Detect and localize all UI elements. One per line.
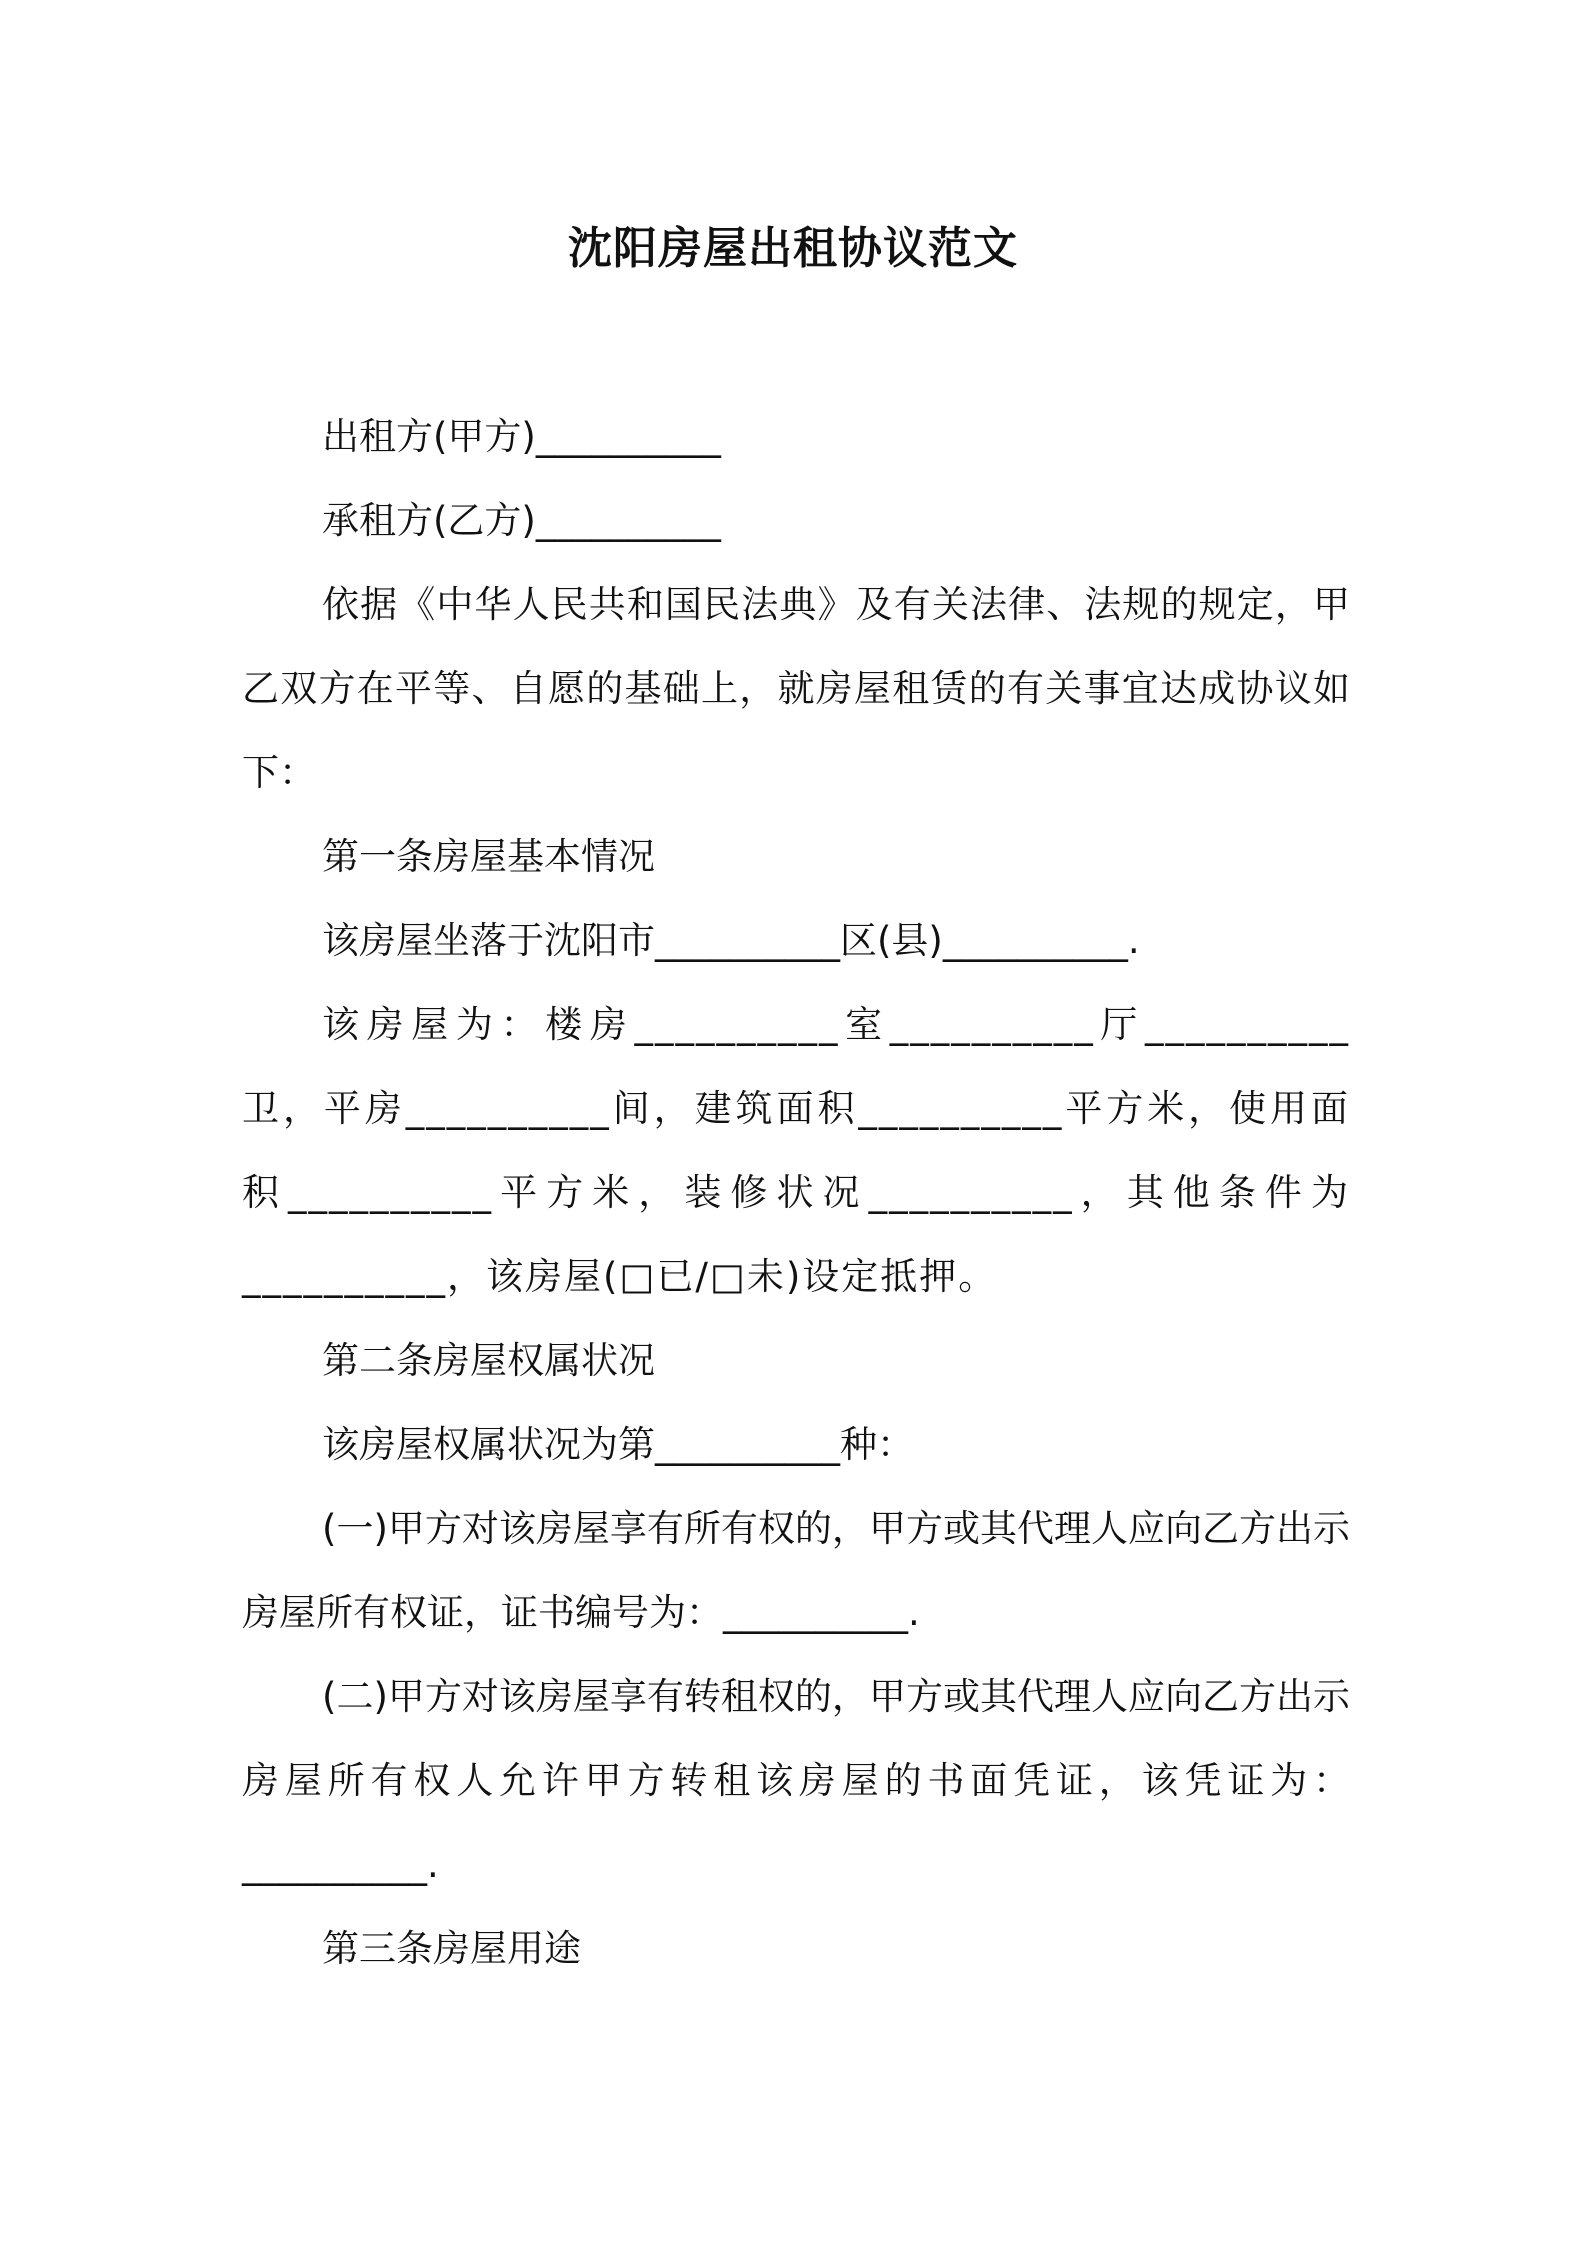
article-3-heading: 第三条房屋用途 [322,1927,581,1970]
house-location-line: 该房屋坐落于沈阳市__________区(县)__________. [322,919,1140,962]
preamble-paragraph: 依据《中华人民共和国民法典》及有关法律、法规的规定，甲乙双方在平等、自愿的基础上，就房屋租赁的有关事宜达成协议如下： [242,583,1350,794]
article-2-heading: 第二条房屋权属状况 [322,1339,655,1382]
lessor-line: 出租方(甲方)__________ [322,415,721,458]
document-title: 沈阳房屋出租协议范文 [568,223,1018,274]
ownership-clause-1: (一)甲方对该房屋享有所有权的，甲方或其代理人应向乙方出示房屋所有权证，证书编号为：__________. [242,1507,1350,1634]
house-description-paragraph: 该房屋为：楼房__________室__________厅__________卫，平房__________间，建筑面积__________平方米，使用面积__________平方米，装修状况__________，其他条件为__________，该房屋(□已/□未)设定抵押。 [242,1003,1350,1298]
document-body [242,395,1350,1991]
ownership-clause-2: (二)甲方对该房屋享有转租权的，甲方或其代理人应向乙方出示房屋所有权人允许甲方转租该房屋的书面凭证，该凭证为：__________. [242,1675,1350,1886]
ownership-type-line: 该房屋权属状况为第__________种： [322,1423,914,1466]
article-1-heading: 第一条房屋基本情况 [322,835,655,878]
lessee-line: 承租方(乙方)__________ [322,499,721,542]
